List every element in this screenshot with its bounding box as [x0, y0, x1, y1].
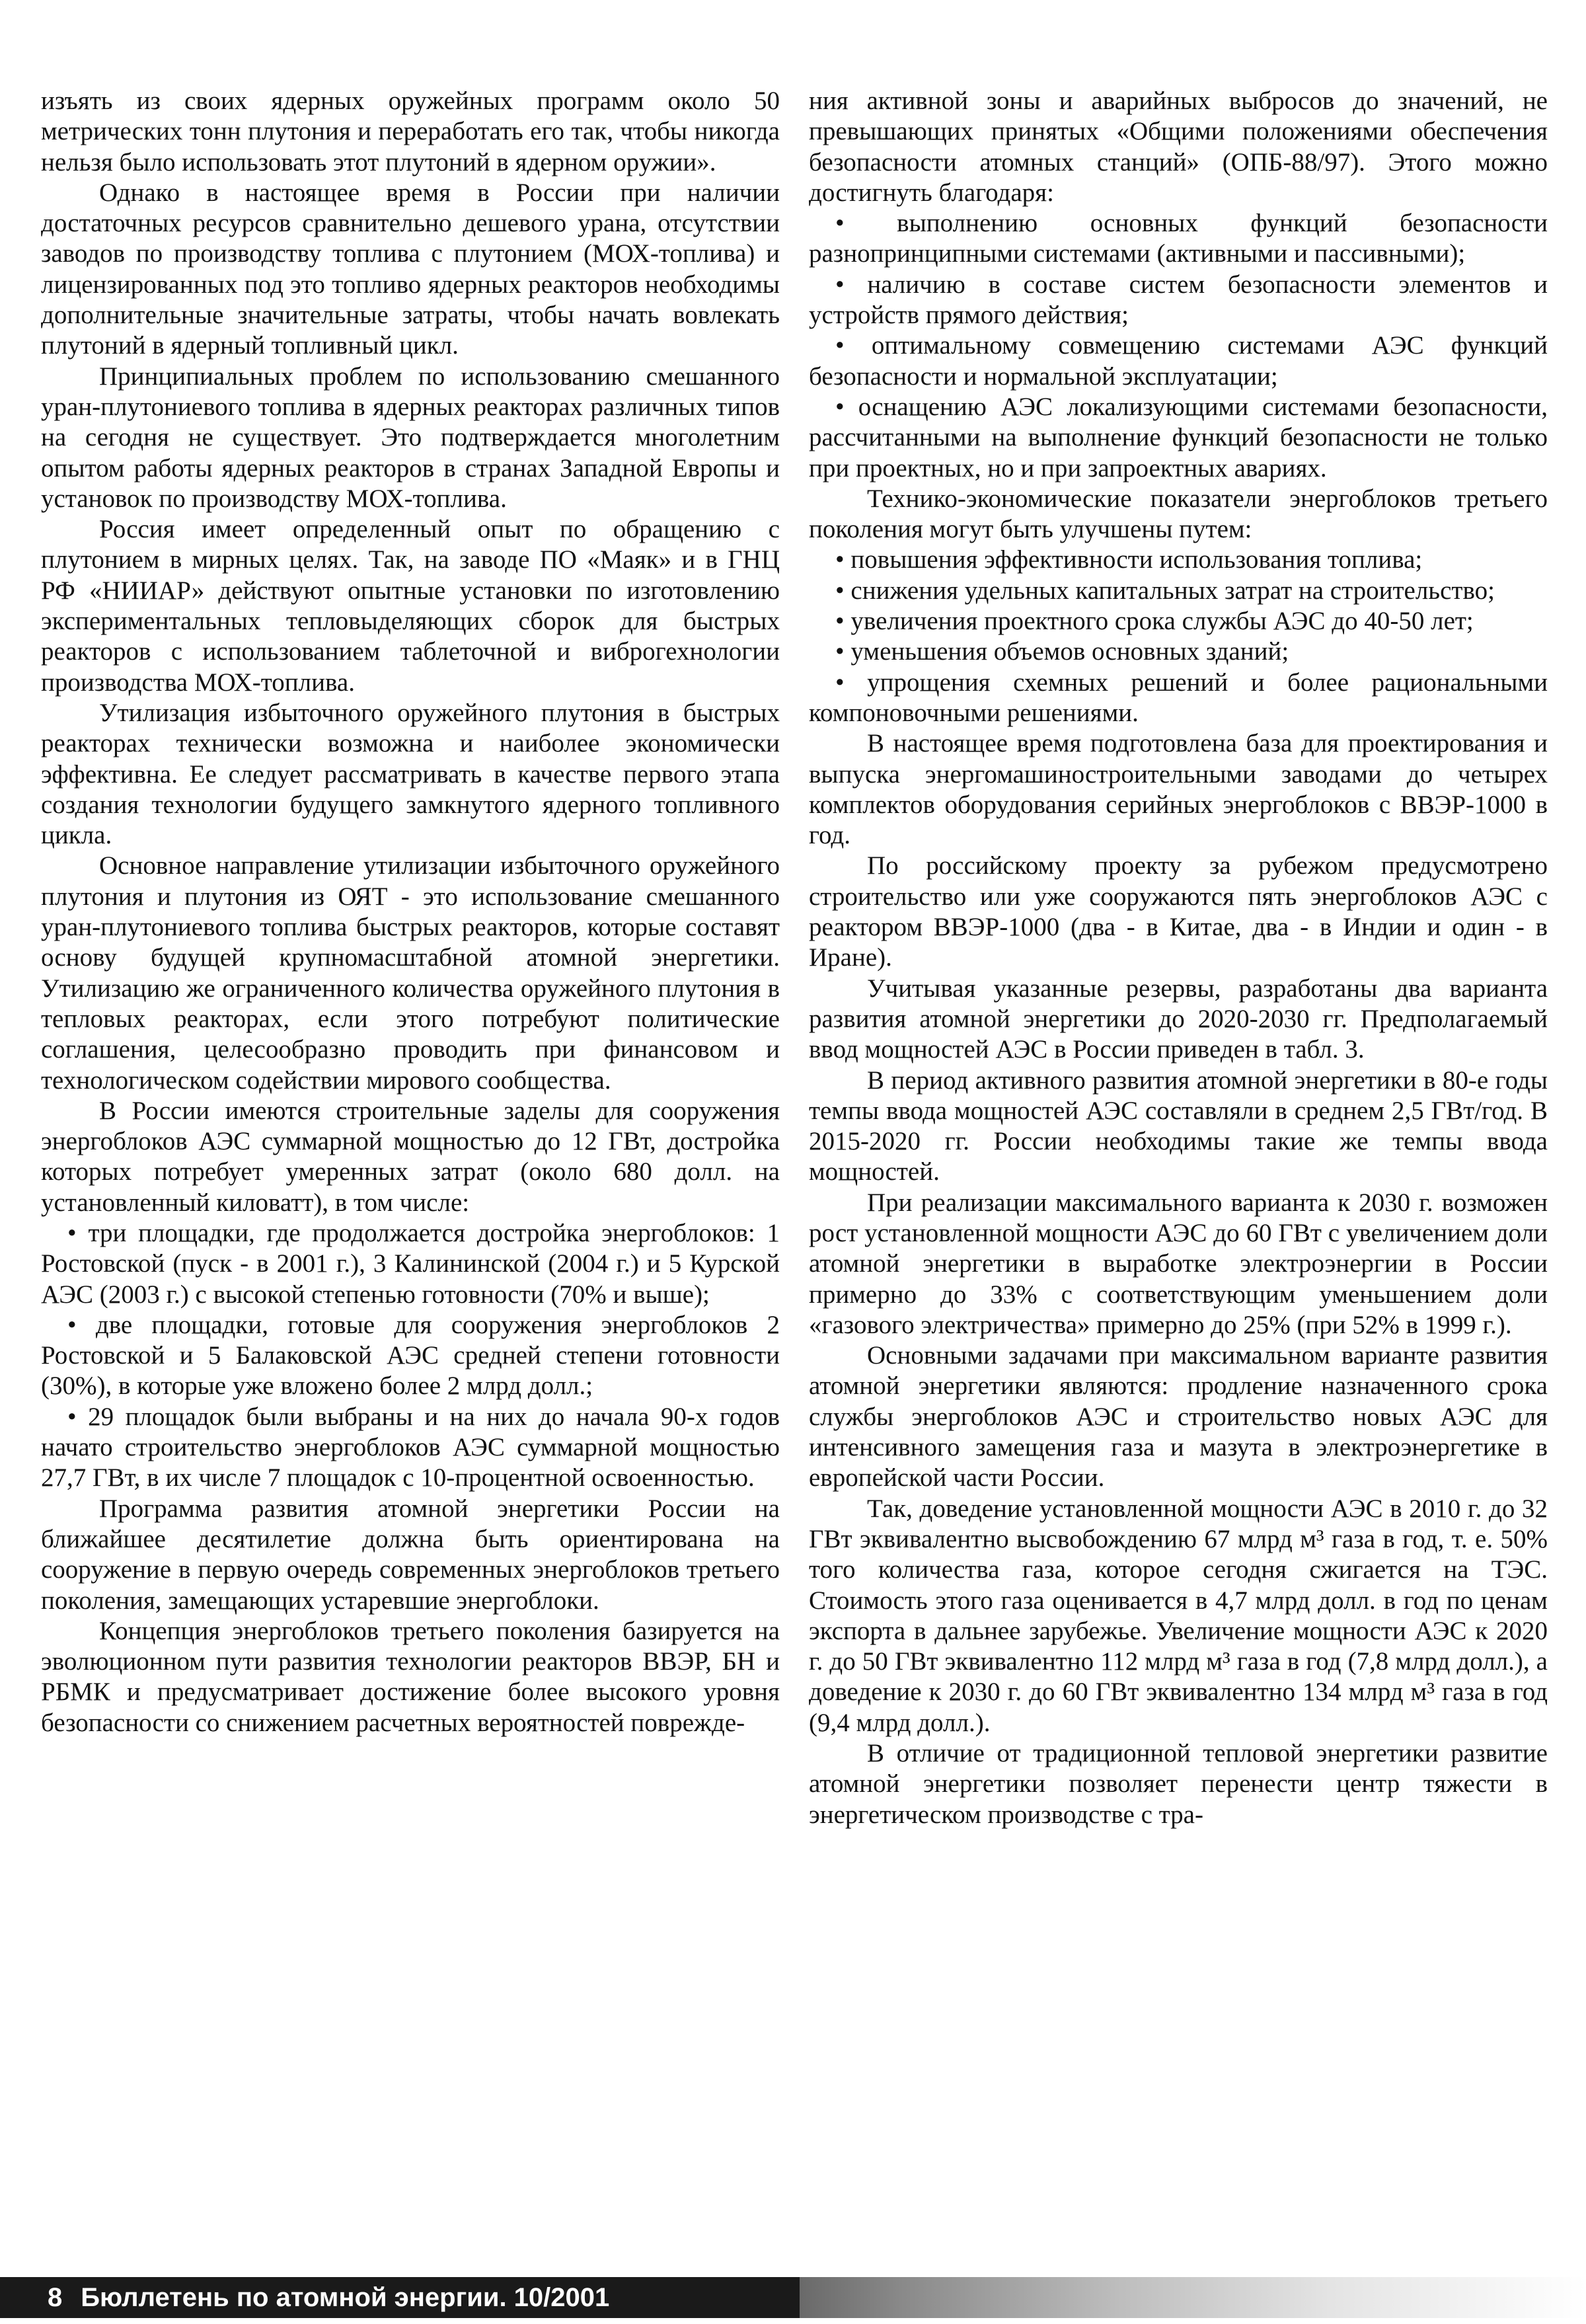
paragraph: Однако в настоящее время в России при наличии достаточных ресурсов сравнительно дешевого урана, отсутствии заводов по производству топлива с плутонием (МОХ-топлива) и лицензированных под это топливо ядерных реакторов необходимы дополнительные значительные затраты, чтобы начать вовлекать плутоний в ядерный топливный цикл.: [41, 178, 780, 360]
paragraph: Основное направление утилизации избыточного оружейного плутония и плутония из ОЯТ - это использование смешанного уран-плутониевого топлива быстрых реакторов, которые составят основу будущей крупномасштабной атомной энергетики. Утилизацию же ограниченного количества оружейного плутония в тепловых реакторах, если этого потребуют политические соглашения, целесообразно проводить при финансовом и технологическом содействии мирового сообщества.: [41, 851, 780, 1095]
bullet-item: • повышения эффективности использования топлива;: [835, 545, 1423, 574]
paragraph: В отличие от традиционной тепловой энергетики развитие атомной энергетики позволяет перенести центр тяжести в энергетическом производстве с тра-: [809, 1739, 1548, 1829]
paragraph: В настоящее время подготовлена база для проектирования и выпуска энергомашиностроительными заводами до четырех комплектов оборудования серийных энергоблоков с ВВЭР-1000 в год.: [809, 729, 1548, 850]
paragraph: В период активного развития атомной энергетики в 80-е годы темпы ввода мощностей АЭС составляли в среднем 2,5 ГВт/год. В 2015-2020 гг. России необходимы такие же темпы ввода мощностей.: [809, 1065, 1548, 1186]
paragraph: Концепция энергоблоков третьего поколения базируется на эволюционном пути развития технологии реакторов ВВЭР, БН и РБМК и предусматривает достижение более высокого уровня безопасности со снижением расчетных вероятностей поврежде-: [41, 1616, 780, 1737]
paragraph: По российскому проекту за рубежом предусмотрено строительство или уже сооружаются пять энергоблоков АЭС с реактором ВВЭР-1000 (два - в Китае, два - в Индии и один - в Иране).: [809, 851, 1548, 972]
footer-gradient: [734, 2277, 1586, 2318]
bullet-item: • оптимальному совмещению системами АЭС функций безопасности и нормальной эксплуатации;: [809, 331, 1548, 391]
paragraph: При реализации максимального варианта к 2030 г. возможен рост установленной мощности АЭС до 60 ГВт с увеличением доли атомной энергетики в выработке электроэнергии в России примерно до 33% с соответствующим уменьшением доли «газового электричества» примерно до 25% (при 52% в 1999 г.).: [809, 1188, 1548, 1339]
paragraph: Принципиальных проблем по использованию смешанного уран-плутониевого топлива в ядерных реакторах различных типов на сегодня не существует. Это подтверждается многолетним опытом работы ядерных реакторов в странах Западной Европы и установок по производству МОХ-топлива.: [41, 362, 780, 513]
left-column: [41, 86, 780, 2225]
paragraph: Так, доведение установленной мощности АЭС в 2010 г. до 32 ГВт эквивалентно высвобождению 67 млрд м³ газа в год, т. е. 50% того количества газа, которое сегодня сжигается на ТЭС. Стоимость этого газа оценивается в 4,7 млрд долл. в год по ценам экспорта в дальнее зарубежье. Увеличение мощности АЭС к 2020 г. до 50 ГВт эквивалентно 112 млрд м³ газа в год (7,8 млрд долл.), а доведение к 2030 г. до 60 ГВт эквивалентно 134 млрд м³ газа в год (9,4 млрд долл.).: [809, 1494, 1548, 1737]
right-column: [809, 86, 1548, 2225]
paragraph: В России имеются строительные заделы для сооружения энергоблоков АЭС суммарной мощностью до 12 ГВт, достройка которых потребует умеренных затрат (около 680 долл. на установленный киловатт), в том числе:: [41, 1096, 780, 1217]
paragraph: ния активной зоны и аварийных выбросов до значений, не превышающих принятых «Общими положениями обеспечения безопасности атомных станций» (ОПБ-88/97). Этого можно достигнуть благодаря:: [809, 87, 1548, 207]
paragraph: Учитывая указанные резервы, разработаны два варианта развития атомной энергетики до 2020-2030 гг. Предполагаемый ввод мощностей АЭС в России приведен в табл. 3.: [809, 974, 1548, 1064]
bullet-item: • уменьшения объемов основных зданий;: [835, 637, 1289, 666]
page-number: 8: [48, 2283, 63, 2312]
footer-text: [48, 2282, 609, 2313]
bullet-item: • снижения удельных капитальных затрат на строительство;: [835, 576, 1495, 605]
bullet-item: • упрощения схемных решений и более рациональными компоновочными решениями.: [809, 668, 1548, 727]
bullet-item: • выполнению основных функций безопасности разнопринципными системами (активными и пассивными);: [809, 209, 1548, 268]
paragraph: Технико-экономические показатели энергоблоков третьего поколения могут быть улучшены путем:: [809, 484, 1548, 544]
bullet-item: • три площадки, где продолжается достройка энергоблоков: 1 Ростовской (пуск - в 2001 г.), 3 Калининской (2004 г.) и 5 Курской АЭС (2003 г.) с высокой степенью готовности (70% и выше);: [41, 1218, 780, 1309]
page-footer: [0, 2277, 1586, 2324]
bullet-item: • две площадки, готовые для сооружения энергоблоков 2 Ростовской и 5 Балаковской АЭС средней степени готовности (30%), в которые уже вложено более 2 млрд долл.;: [41, 1310, 780, 1401]
bullet-item: • наличию в составе систем безопасности элементов и устройств прямого действия;: [809, 270, 1548, 330]
bullet-item: • оснащению АЭС локализующими системами безопасности, рассчитанными на выполнение функций безопасности не только при проектных, но и при запроектных авариях.: [809, 392, 1548, 483]
paragraph: Утилизация избыточного оружейного плутония в быстрых реакторах технически возможна и наиболее экономически эффективна. Ее следует рассматривать в качестве первого этапа создания технологии будущего замкнутого ядерного топливного цикла.: [41, 698, 780, 850]
paragraph: Программа развития атомной энергетики России на ближайшее десятилетие должна быть ориентирована на сооружение в первую очередь современных энергоблоков третьего поколения, замещающих устаревшие энергоблоки.: [41, 1494, 780, 1615]
paragraph: изъять из своих ядерных оружейных программ около 50 метрических тонн плутония и переработать его так, чтобы никогда нельзя было использовать этот плутоний в ядерном оружии».: [41, 87, 780, 176]
paragraph: Основными задачами при максимальном варианте развития атомной энергетики являются: продление назначенного срока службы энергоблоков АЭС и строительство новых АЭС для интенсивного замещения газа и мазута в электроэнергетике в европейской части России.: [809, 1341, 1548, 1492]
journal-title: Бюллетень по атомной энергии. 10/2001: [81, 2283, 610, 2312]
bullet-item: • увеличения проектного срока службы АЭС до 40-50 лет;: [835, 607, 1474, 636]
paragraph: Россия имеет определенный опыт по обращению с плутонием в мирных целях. Так, на заводе ПО «Маяк» и в ГНЦ РФ «НИИАР» действуют опытные установки по изготовлению экспериментальных тепловыделяющих сборок для быстрых реакторов с использованием таблеточной и виброгехнологии производства МОХ-топлива.: [41, 515, 780, 697]
bullet-item: • 29 площадок были выбраны и на них до начала 90-х годов начато строительство энергоблоков АЭС суммарной мощностью 27,7 ГВт, в их числе 7 площадок с 10-процентной освоенностью.: [41, 1402, 780, 1492]
